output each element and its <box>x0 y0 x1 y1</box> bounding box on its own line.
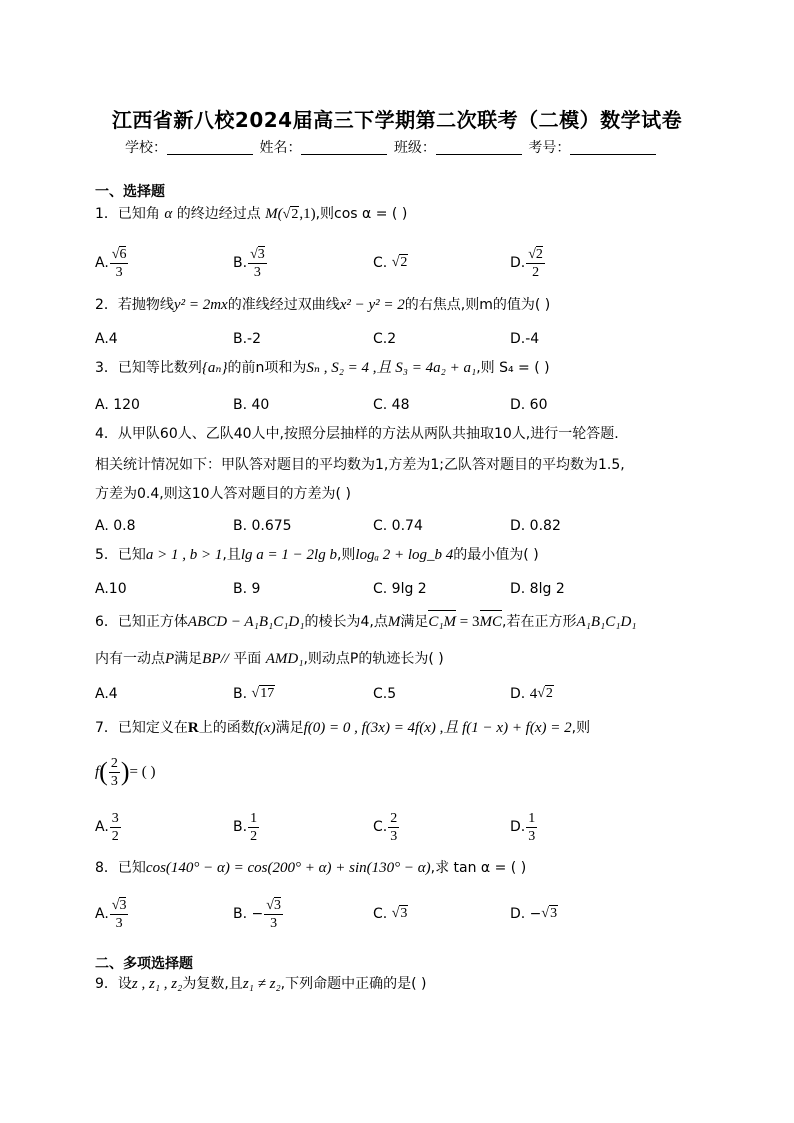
option-b[interactable]: B.-2 <box>233 331 262 347</box>
question-4-line-1: 4．从甲队60人、乙队40人中,按照分层抽样的方法从两队共抽取10人,进行一轮答题. <box>95 426 619 442</box>
question-8-options <box>95 892 715 936</box>
option-b[interactable]: B. $\frac{1}{2}$ <box>233 810 258 844</box>
option-c[interactable]: C.2 <box>373 331 397 347</box>
school-label: 学校： <box>125 140 167 156</box>
school-blank[interactable] <box>167 140 253 155</box>
question-9: 9．设z , z₁ , z₂为复数,且z₁ ≠ z₂,下列命题中正确的是( ) <box>95 976 427 992</box>
section-heading-single-choice: 一、选择题 <box>95 184 165 200</box>
question-2-options <box>95 329 715 349</box>
option-c[interactable]: C. 48 <box>373 397 410 413</box>
option-b[interactable]: B. 0.675 <box>233 518 292 534</box>
option-d[interactable]: D. 60 <box>510 397 548 413</box>
question-6-options <box>95 684 715 704</box>
option-d[interactable]: D. 4 √2 <box>510 685 553 702</box>
option-c[interactable]: C.5 <box>373 686 397 702</box>
question-7-line-1: 7．已知定义在R上的函数f(x)满足f(0) = 0 , f(3x) = 4f(x) ,且 f(1 − x) + f(x) = 2,则 <box>95 720 591 736</box>
question-7-line-2: f ( $\frac{2}{3}$ ) = ( ) <box>95 755 156 789</box>
sqrt: √2 <box>282 207 299 222</box>
option-b[interactable]: B. 9 <box>233 581 261 597</box>
option-d[interactable]: D.-4 <box>510 331 540 347</box>
option-a[interactable]: A.10 <box>95 581 127 597</box>
option-c[interactable]: C. √2 <box>373 255 408 271</box>
option-a[interactable]: A. 120 <box>95 397 140 413</box>
question-8: 8．已知cos(140° − α) = cos(200° + α) + sin(130° − α),求 tan α = ( ) <box>95 860 527 876</box>
option-a[interactable]: A. $\frac{√6}{3}$ <box>95 246 127 280</box>
option-a[interactable]: A. $\frac{√3}{3}$ <box>95 897 127 931</box>
question-3: 3．已知等比数列{aₙ}的前n项和为Sₙ , S₂ = 4 ,且 S₃ = 4a₂ + a₁,则 S₄ = ( ) <box>95 360 550 376</box>
option-b[interactable]: B. − $\frac{√3}{3}$ <box>233 897 281 931</box>
question-6-line-2: 内有一动点P满足BP// 平面 AMD₁,则动点P的轨迹长为( ) <box>95 651 444 667</box>
name-blank[interactable] <box>301 140 387 155</box>
question-5-options <box>95 579 715 599</box>
student-info-line <box>125 137 658 157</box>
option-c[interactable]: C. 9lg 2 <box>373 581 427 597</box>
option-b[interactable]: B. √17 <box>233 686 275 702</box>
option-a[interactable]: A. $\frac{3}{2}$ <box>95 810 119 844</box>
option-c[interactable]: C. √3 <box>373 906 408 922</box>
option-c[interactable]: C. 0.74 <box>373 518 423 534</box>
question-4-line-3: 方差为0.4,则这10人答对题目的方差为( ) <box>95 486 351 502</box>
question-2: 2．若抛物线y² = 2mx的准线经过双曲线x² − y² = 2的右焦点,则m的值为( ) <box>95 297 551 313</box>
option-a[interactable]: A.4 <box>95 686 118 702</box>
name-label: 姓名： <box>259 140 302 156</box>
question-3-options <box>95 395 715 415</box>
question-7-options <box>95 805 715 849</box>
question-4-options <box>95 516 715 536</box>
option-d[interactable]: D. 8lg 2 <box>510 581 565 597</box>
option-b[interactable]: B. 40 <box>233 397 270 413</box>
class-label: 班级： <box>393 140 436 156</box>
page-title: 江西省新八校2024届高三下学期第二次联考（二模）数学试卷 <box>111 108 683 132</box>
number-blank[interactable] <box>570 140 656 155</box>
option-d[interactable]: D. $\frac{√2}{2}$ <box>510 246 543 280</box>
option-d[interactable]: D. − √3 <box>510 906 558 922</box>
question-1-options <box>95 241 715 285</box>
question-6-line-1: 6．已知正方体ABCD − A₁B₁C₁D₁的棱长为4,点M满足C₁M = 3MC,若在正方形A₁B₁C₁D₁ <box>95 614 637 630</box>
option-d[interactable]: D. 0.82 <box>510 518 561 534</box>
question-1: 1．已知角 α 的终边经过点 M(√2,1),则cos α = ( ) <box>95 206 408 222</box>
section-heading-multiple-choice: 二、多项选择题 <box>95 956 193 972</box>
option-b[interactable]: B. $\frac{√3}{3}$ <box>233 246 265 280</box>
option-d[interactable]: D. $\frac{1}{3}$ <box>510 810 536 844</box>
question-5: 5．已知a > 1 , b > 1,且lg a = 1 − 2lg b,则logₐ 2 + log_b 4的最小值为( ) <box>95 547 539 563</box>
question-4-line-2: 相关统计情况如下：甲队答对题目的平均数为1,方差为1;乙队答对题目的平均数为1.5, <box>95 457 625 473</box>
number-label: 考号： <box>528 140 571 156</box>
class-blank[interactable] <box>436 140 522 155</box>
option-a[interactable]: A. 0.8 <box>95 518 136 534</box>
option-a[interactable]: A.4 <box>95 331 118 347</box>
option-c[interactable]: C. $\frac{2}{3}$ <box>373 810 398 844</box>
